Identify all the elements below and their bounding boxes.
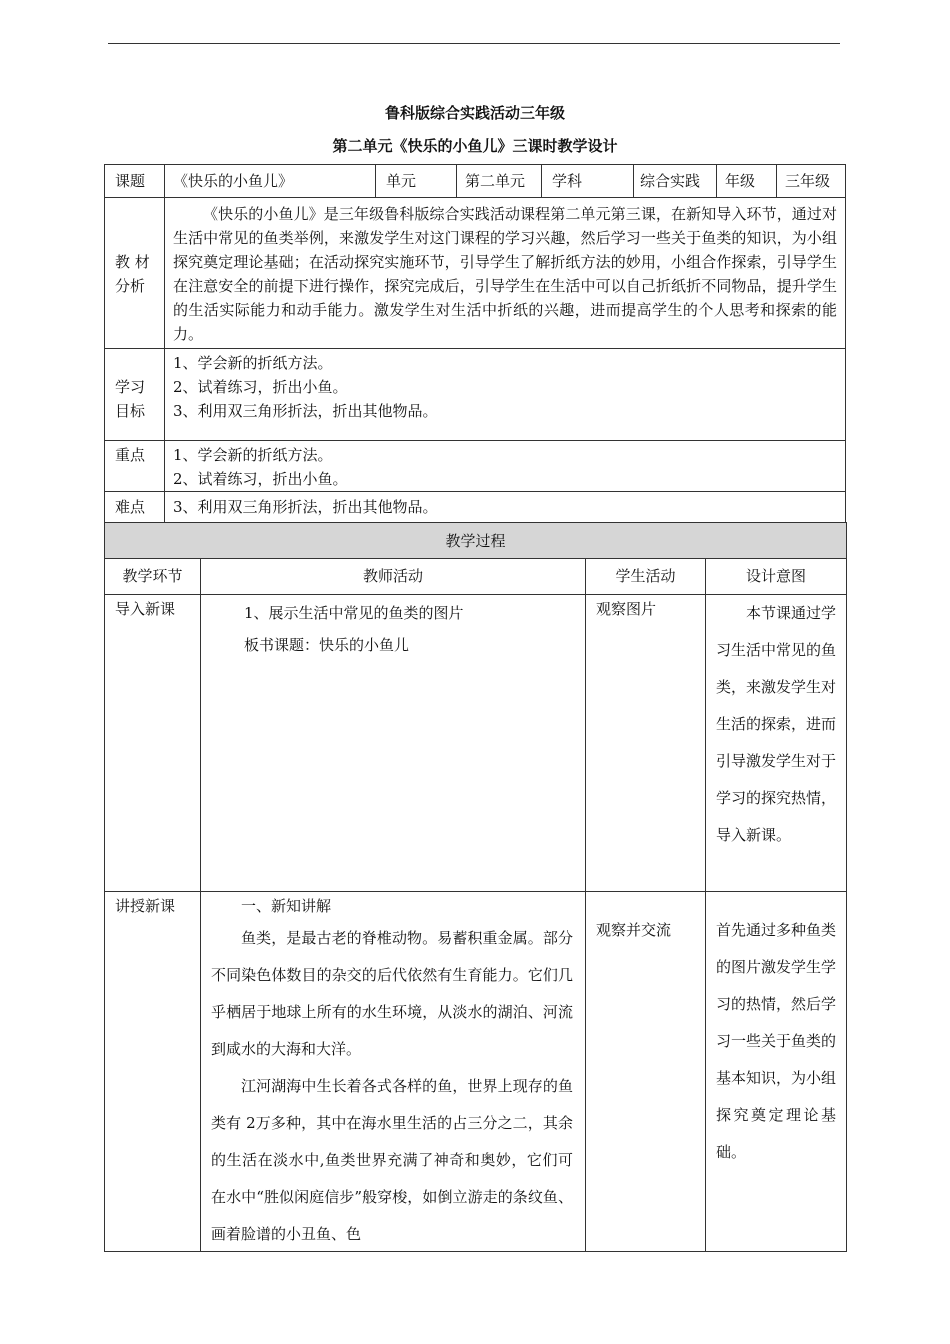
- table-row-teacher: 一、新知讲解 鱼类，是最古老的脊椎动物。易蓄积重金属。部分不同染色体数目的杂交的后代依然有生育能力。它们几乎栖居于地球上所有的水生环境，从淡水的湖泊、河流到咸水的大海和大洋。 江河湖海中生长着各式各样的鱼，世界上现存的鱼类有 2万多种，其中在海水里生活的占三分之二，其余的生活在淡水中,鱼类世界充满了神奇和奥妙，它们可在水中“胜似闲庭信步”般穿梭，如倒立游走的条纹鱼、画着脸谱的小丑鱼、色: [200, 891, 586, 1252]
- table-row-teacher: 1、展示生活中常见的鱼类的图片 板书课题：快乐的小鱼儿: [200, 594, 586, 892]
- header-rule: [108, 43, 840, 44]
- table-row-student: 观察图片: [585, 594, 706, 892]
- column-header-stage: 教学环节: [104, 558, 201, 595]
- material-analysis-text: 《快乐的小鱼儿》是三年级鲁科版综合实践活动课程第二单元第三课，在新知导入环节，通过对生活中常见的鱼类举例，来激发学生对这门课程的学习兴趣，然后学习一些关于鱼类的知识，为小组探究奠定理论基础；在活动探究实施环节，引导学生了解折纸方法的妙用，小组合作探索，引导学生在注意安全的前提下进行操作，探究完成后，引导学生在生活中可以自己折纸折不同物品，提升学生的生活实际能力和动手能力。激发学生对生活中折纸的兴趣，进而提高学生的个人思考和探索的能力。: [164, 197, 846, 349]
- list-item: 3、利用双三角形折法，折出其他物品。: [173, 402, 438, 420]
- column-header-student: 学生活动: [585, 558, 706, 595]
- table-row-stage: 讲授新课: [104, 891, 201, 1252]
- grade-label: 年级: [716, 164, 777, 198]
- column-header-intent: 设计意图: [705, 558, 847, 595]
- goals-list: [164, 348, 846, 441]
- topic-label: 课题: [104, 164, 165, 198]
- grade-value: 三年级: [776, 164, 846, 198]
- list-item: 1、学会新的折纸方法。: [173, 354, 333, 372]
- column-header-teacher: 教师活动: [200, 558, 586, 595]
- key-points-list: [164, 440, 846, 492]
- key-points-label: 重点: [104, 440, 165, 492]
- unit-value: 第二单元: [456, 164, 542, 198]
- unit-label: 单元: [375, 164, 457, 198]
- process-section-title: 教学过程: [104, 522, 847, 559]
- subject-label: 学科: [541, 164, 634, 198]
- material-analysis-label: 教 材 分析: [104, 197, 165, 349]
- list-item: 1、学会新的折纸方法。: [173, 446, 333, 464]
- table-row-student: 观察并交流: [585, 891, 706, 1252]
- table-row-intent: 首先通过多种鱼类的图片激发学生学习的热情，然后学习一些关于鱼类的基本知识，为小组探究奠定理论基础。: [705, 891, 847, 1252]
- list-item: 2、试着练习，折出小鱼。: [173, 470, 348, 488]
- goals-label: 学习 目标: [104, 348, 165, 441]
- list-item: 2、试着练习，折出小鱼。: [173, 378, 348, 396]
- subject-value: 综合实践: [633, 164, 717, 198]
- document-title: 鲁科版综合实践活动三年级: [384, 104, 565, 122]
- list-item: 3、利用双三角形折法，折出其他物品。: [173, 498, 438, 516]
- table-row-intent: 本节课通过学习生活中常见的鱼类，来激发学生对生活的探索，进而引导激发学生对于学习的探究热情，导入新课。: [705, 594, 847, 892]
- topic-value: 《快乐的小鱼儿》: [164, 164, 376, 198]
- difficulties-label: 难点: [104, 491, 165, 523]
- document-subtitle: 第二单元《快乐的小鱼儿》三课时教学设计: [332, 137, 618, 155]
- table-row-stage: 导入新课: [104, 594, 201, 892]
- difficulties-list: [164, 491, 846, 523]
